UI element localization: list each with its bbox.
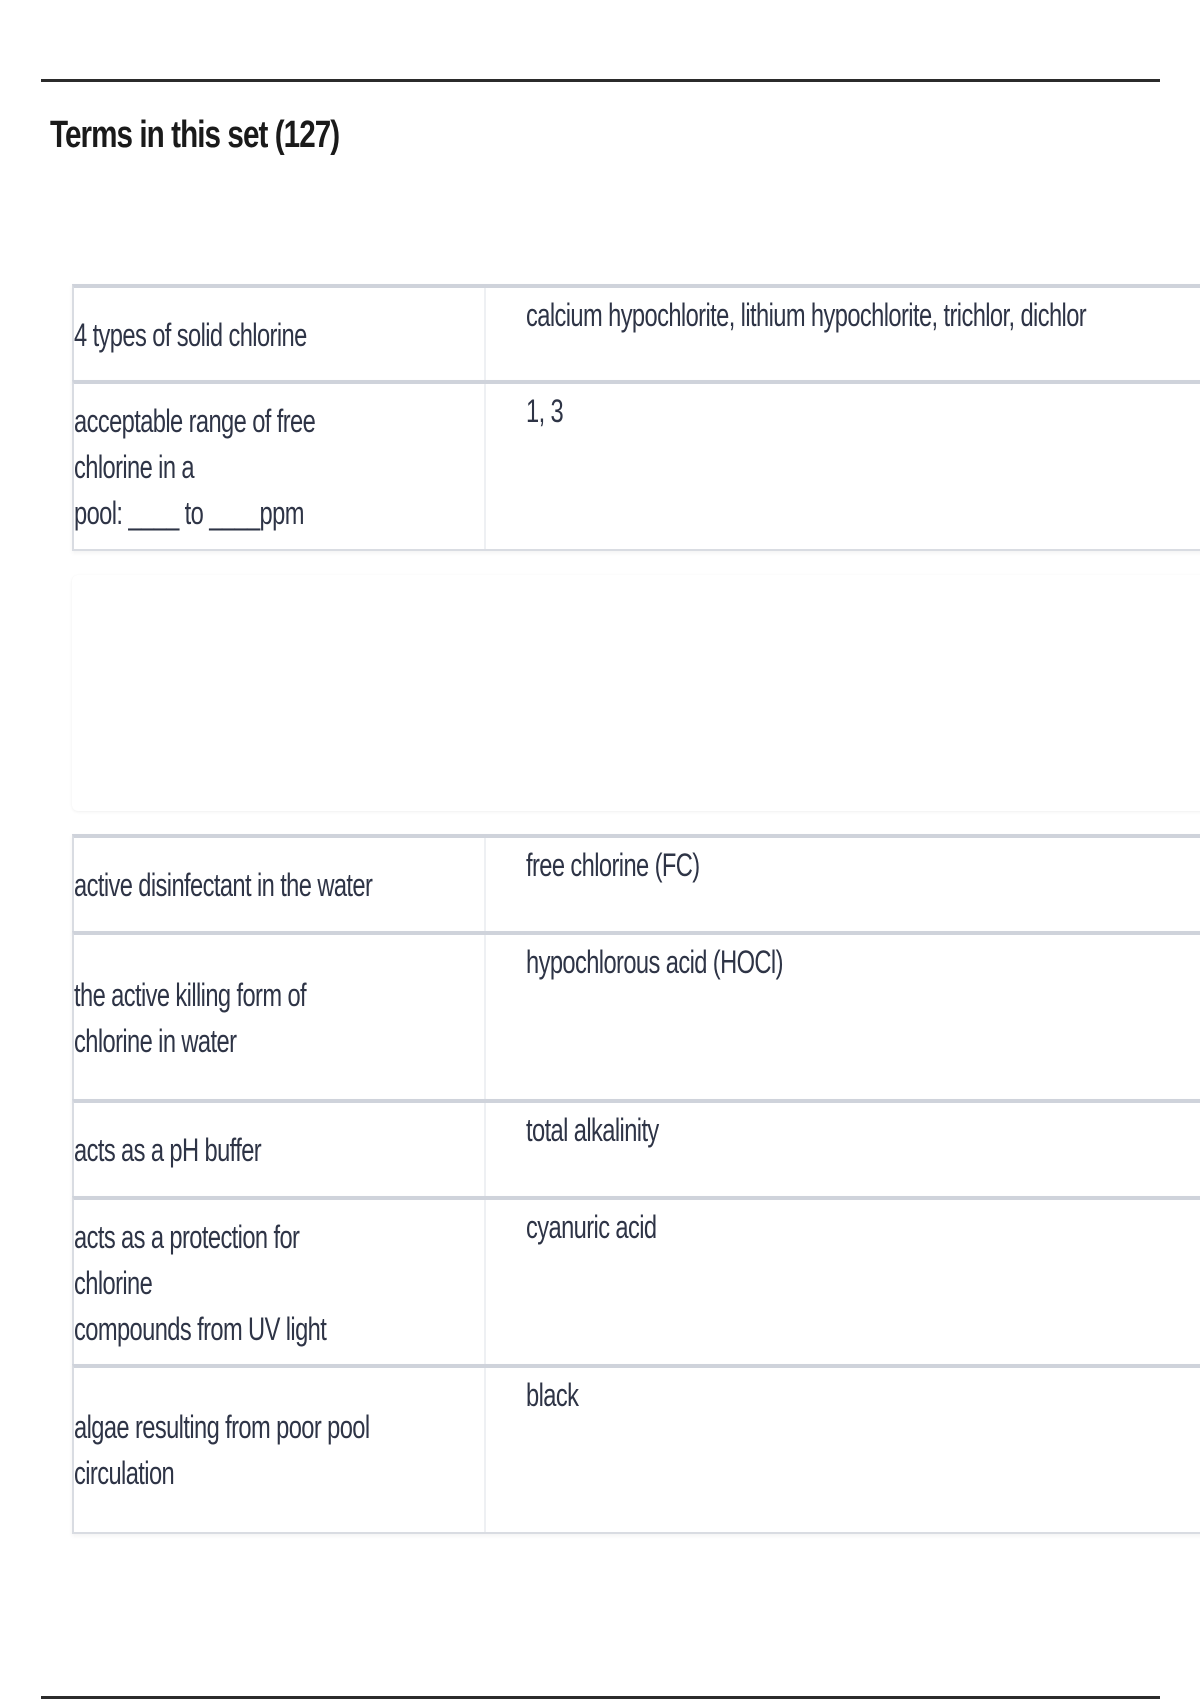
definition-text: free chlorine (FC) <box>526 847 700 883</box>
term-text: the active killing form of chlorine in water <box>74 976 307 1059</box>
definition-side <box>526 288 1200 338</box>
bottom-divider <box>41 1696 1160 1699</box>
term-side <box>74 838 486 932</box>
definition-text: hypochlorous acid (HOCl) <box>526 944 783 980</box>
definition-side <box>526 1200 1200 1250</box>
definition-side <box>526 1368 1200 1418</box>
term-text: acts as a protection for chlorine compounds from UV light <box>74 1218 327 1347</box>
definition-text: cyanuric acid <box>526 1209 657 1245</box>
definition-text: black <box>526 1377 579 1413</box>
term-side <box>74 384 486 549</box>
term-side <box>74 1368 486 1532</box>
term-side <box>74 1103 486 1197</box>
definition-text: total alkalinity <box>526 1112 659 1148</box>
term-card <box>72 1196 1200 1367</box>
term-side <box>74 935 486 1100</box>
term-text: acceptable range of free chlorine in a pool: ____ to ____ppm <box>74 402 316 531</box>
term-text: acts as a pH buffer <box>74 1132 262 1168</box>
term-card <box>72 834 1200 934</box>
term-card <box>72 284 1200 383</box>
term-text: algae resulting from poor pool circulation <box>74 1409 370 1491</box>
page-title: Terms in this set (127) <box>50 114 340 156</box>
term-card <box>72 380 1200 551</box>
term-text: 4 types of solid chlorine <box>74 316 307 353</box>
term-side <box>74 1200 486 1365</box>
ad-placeholder <box>72 575 1200 811</box>
definition-side <box>526 935 1200 985</box>
definition-side <box>526 838 1200 888</box>
term-card <box>72 1099 1200 1199</box>
top-divider <box>41 79 1160 82</box>
definition-text: calcium hypochlorite, lithium hypochlorite, trichlor, dichlor <box>526 297 1087 333</box>
term-side <box>74 288 486 381</box>
term-card <box>72 931 1200 1102</box>
definition-side <box>526 384 1200 434</box>
term-card <box>72 1364 1200 1534</box>
definition-text: 1, 3 <box>526 393 564 429</box>
definition-side <box>526 1103 1200 1153</box>
term-text: active disinfectant in the water <box>74 867 373 903</box>
